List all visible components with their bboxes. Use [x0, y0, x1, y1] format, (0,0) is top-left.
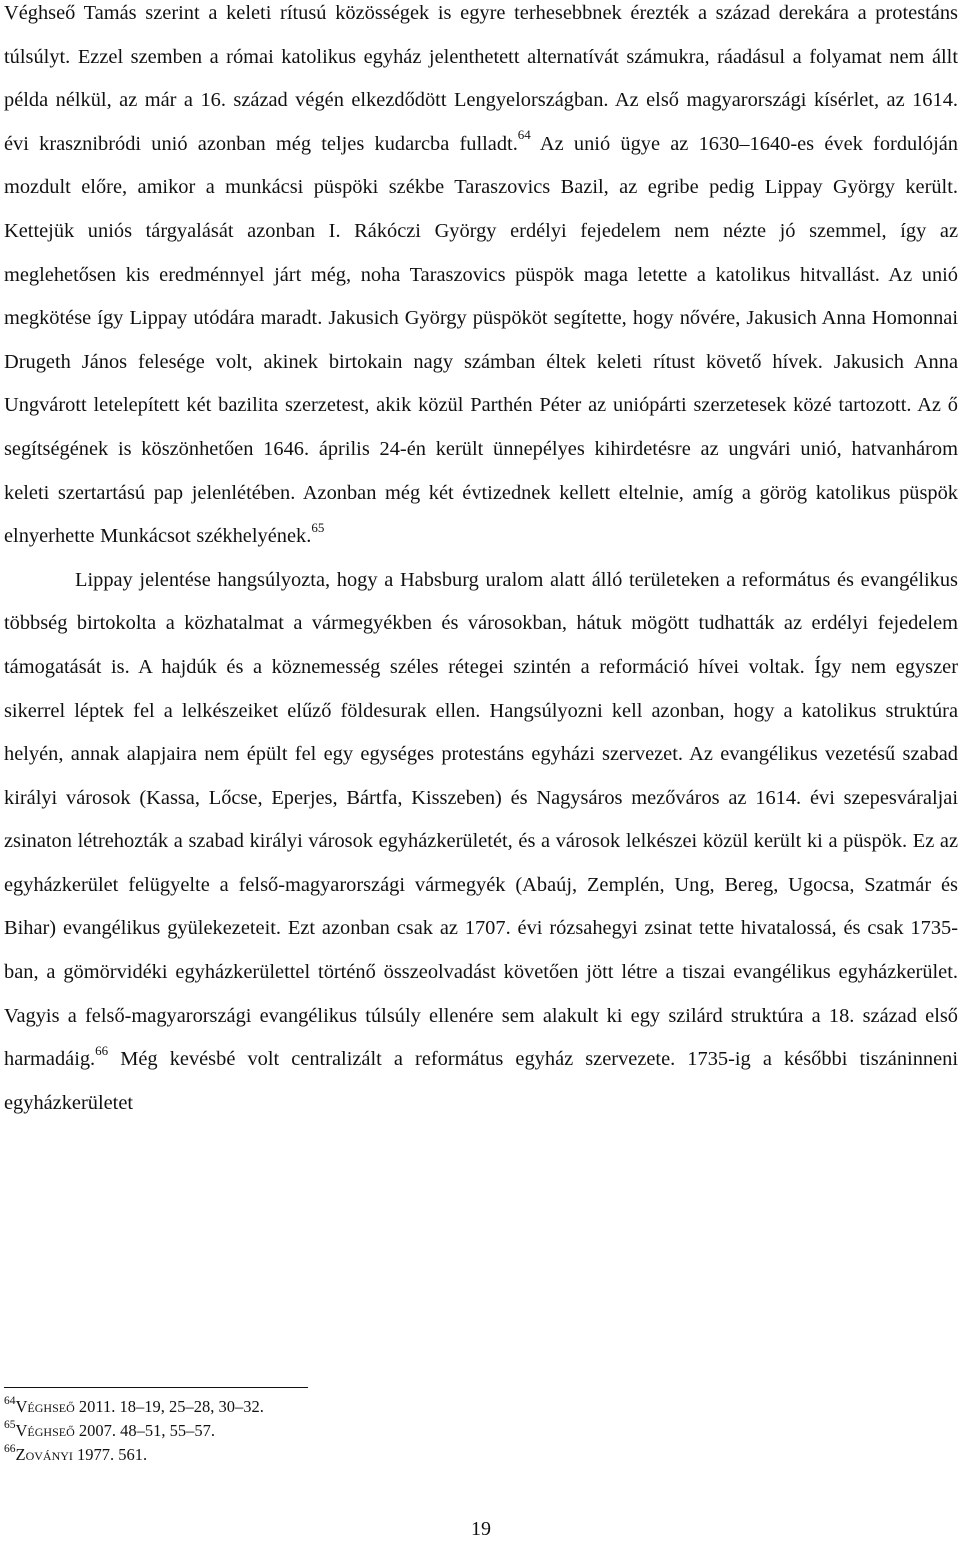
- footnote-reference-marker: 64: [517, 127, 531, 143]
- footnote-reference-marker: 65: [311, 519, 325, 535]
- footnote-number: 66: [4, 1442, 16, 1455]
- footnote: [4, 1395, 958, 1419]
- paragraph: [4, 559, 958, 1126]
- footnote: [4, 1443, 958, 1467]
- footnote-reference-marker: 66: [95, 1042, 109, 1058]
- footnote-separator: [4, 1387, 308, 1388]
- footnote-author: Zoványi: [15, 1445, 73, 1464]
- body-text: [4, 0, 958, 1125]
- paragraph-text: Lippay jelentése hangsúlyozta, hogy a Habsburg uralom alatt álló területeken a református és evangélikus többség birtokolta a közhatalmat a vármegyékben és városokban, hátuk mögött tudhatták az erdélyi fejedelem támogatását is. A hajdúk és a köznemesség széles rétegei szintén a reformáció hívei voltak. Így nem egyszer sikerrel léptek fel a lelkészeiket elűző földesurak ellen. Hangsúlyozni kell azonban, hogy a katolikus struktúra helyén, annak alapjaira nem épült fel egy egységes protestáns egyházi szervezet. Az evangélikus vezetésű szabad királyi városok (Kassa, Lőcse, Eperjes, Bártfa, Kisszeben) és Nagysáros mezőváros az 1614. évi szepesváraljai zsinaton létrehozták a szabad királyi városok egyházkerületét, és a városok lelkészei közül került ki a püspök. Ez az egyházkerület felügyelte a felső-magyarországi vármegyék (Abaúj, Zemplén, Ung, Bereg, Ugocsa, Szatmár és Bihar) evangélikus gyülekezeteit. Ezt azonban csak az 1707. évi rózsahegyi zsinat tette hivatalossá, és csak 1735-ban, a gömörvidéki egyházkerülettel történő összeolvadást követően jött létre a tiszai evangélikus egyházkerület. Vagyis a felső-magyarországi evangélikus túlsúly ellenére sem alakult ki egy szilárd struktúra a 18. század első harmadáig.: [4, 568, 958, 1071]
- paragraph: [4, 0, 958, 559]
- paragraph-text: Az unió ügye az 1630–1640-es évek fordulóján mozdult előre, amikor a munkácsi püspöki székbe Taraszovics Bazil, az egribe pedig Lippay György került. Kettejük uniós tárgyalását azonban I. Rákóczi György erdélyi fejedelem nem nézte jó szemmel, így az meglehetősen kis eredménnyel járt még, noha Taraszovics püspök maga letette a katolikus hitvallást. Az unió megkötése így Lippay utódára maradt. Jakusich György püspököt segítette, hogy nővére, Jakusich Anna Homonnai Drugeth János felesége volt, akinek birtokain nagy számban éltek keleti rítust követő hívek. Jakusich Anna Ungvárott letelepített két bazilita szerzetest, akik közül Parthén Péter az uniópárti szerzetesek közé tartozott. Az ő segítségének is köszönhetően 1646. április 24-én került ünnepélyes kihirdetésre az ungvári unió, hatvanhárom keleti szertartású pap jelenlétében. Azonban még két évtizednek kellett eltelnie, amíg a görög katolikus püspök elnyerhette Munkácsot székhelyének.: [4, 132, 958, 548]
- footnote-reference: 2007. 48–51, 55–57.: [74, 1421, 215, 1440]
- footnote-number: 64: [4, 1394, 16, 1407]
- page-number: 19: [471, 1518, 491, 1540]
- footnote-reference: 1977. 561.: [72, 1445, 148, 1464]
- footnote-number: 65: [4, 1418, 16, 1431]
- footnotes: [4, 1395, 958, 1467]
- footnote-reference: 2011. 18–19, 25–28, 30–32.: [74, 1397, 264, 1416]
- footnote: [4, 1419, 958, 1443]
- paragraph-text: Még kevésbé volt centralizált a református egyház szervezete. 1735-ig a későbbi tiszáninneni egyházkerületet: [4, 1048, 958, 1114]
- document-page: [4, 0, 958, 1543]
- paragraph-text: Véghseő Tamás szerint a keleti rítusú közösségek is egyre terhesebbnek érezték a század derekára a protestáns túlsúlyt. Ezzel szemben a római katolikus egyház jelenthetett alternatívát számukra, ráadásul a folyamat nem állt példa nélkül, az már a 16. század végén elkezdődött Lengyelországban. Az első magyarországi kísérlet, az 1614. évi krasznibródi unió azonban még teljes kudarcba fulladt.: [4, 2, 958, 155]
- footnote-author: Véghseő: [15, 1421, 75, 1440]
- footnote-author: Véghseő: [15, 1397, 75, 1416]
